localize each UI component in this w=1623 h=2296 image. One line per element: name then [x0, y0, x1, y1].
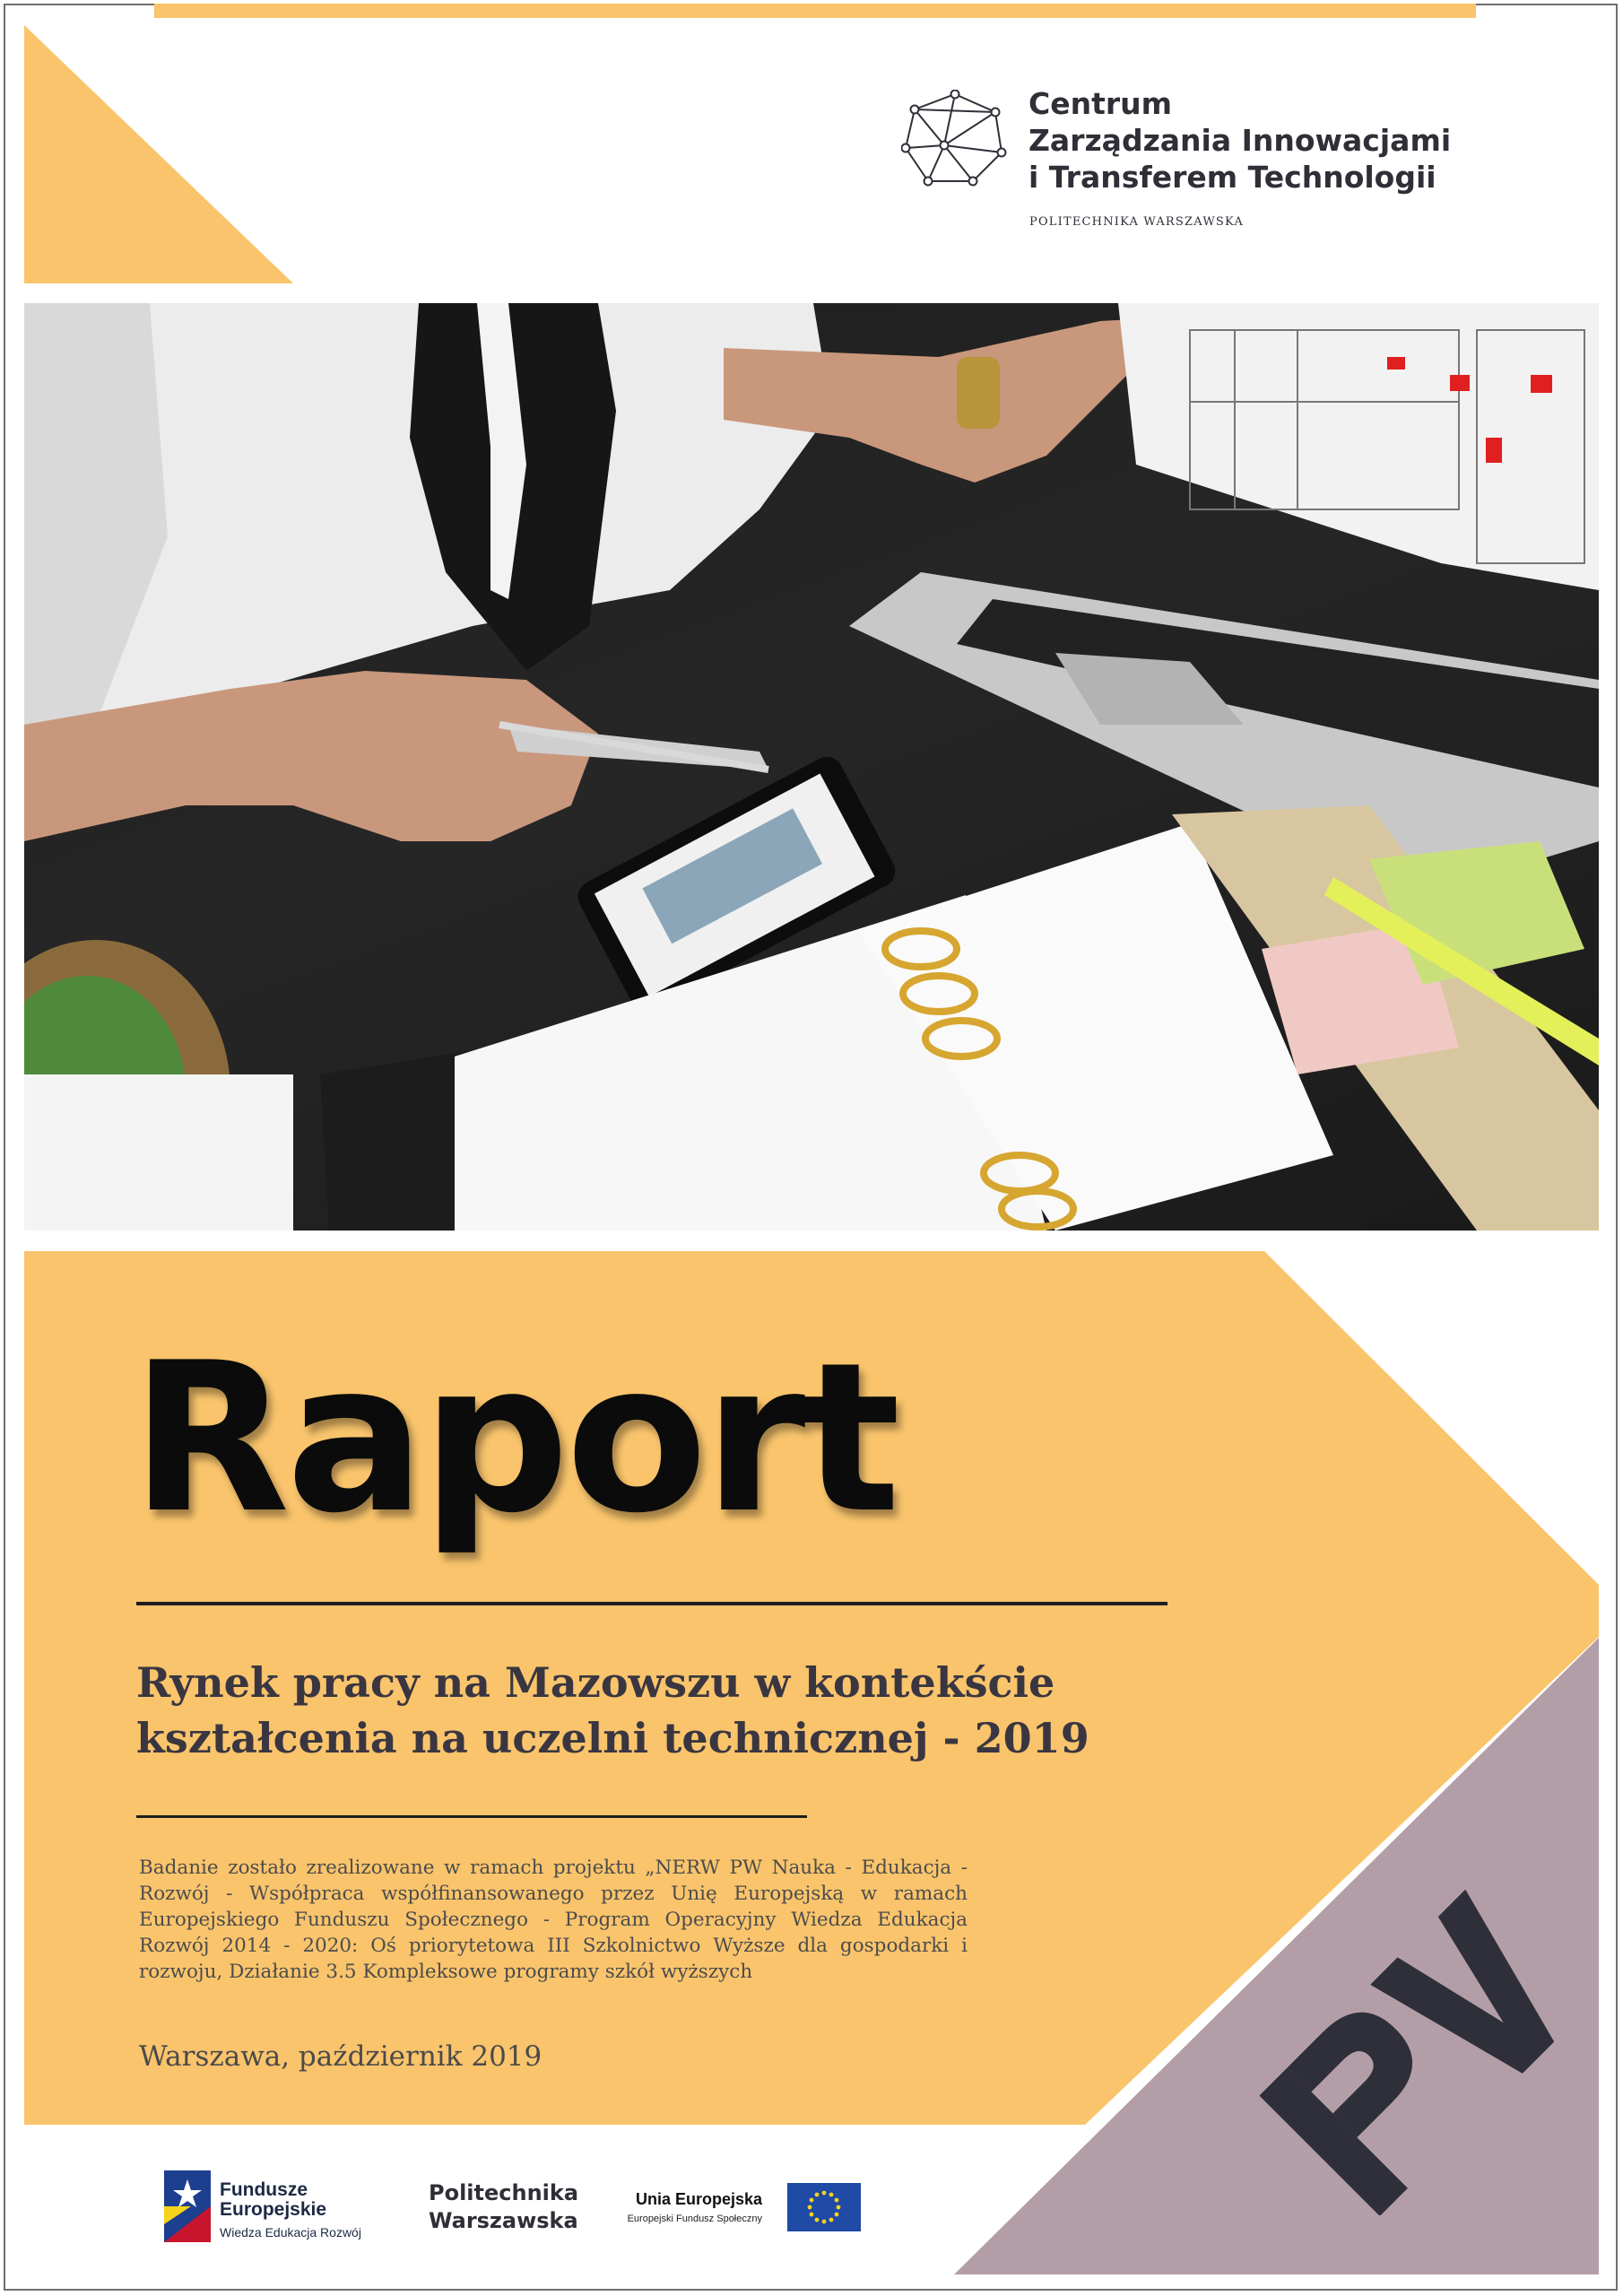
- report-title: Raport: [131, 1319, 898, 1559]
- org-logo-title: Centrum Zarządzania Innowacjami i Transferem Technologii: [1028, 86, 1452, 195]
- project-description: Badanie zostało zrealizowane w ramach projektu „NERW PW Nauka - Edukacja - Rozwój - Współpraca współfinansowanego przez Unię Europejską w ramach Europejskiego Funduszu Społecznego - Program Operacyjny Wiedza Edukacja Rozwój 2014 - 2020: Oś priorytetowa III Szkolnictwo Wyższe dla gospodarki i rozwoju, Działanie 3.5 Kompleksowe programy szkół wyższych: [139, 1857, 968, 1983]
- place-date: Warszawa, październik 2019: [139, 2040, 542, 2073]
- subtitle-divider: [136, 1815, 807, 1818]
- cziitt-logo: [901, 85, 1475, 238]
- report-subtitle: Rynek pracy na Mazowszu w kontekście kształcenia na uczelni technicznej - 2019: [136, 1658, 1089, 1762]
- fundusze-tagline: Wiedza Edukacja Rozwój: [220, 2225, 361, 2239]
- pw-monogram-icon: [1228, 1874, 1569, 2215]
- fundusze-europejskie-icon: [164, 2170, 211, 2242]
- top-accent-bar: [154, 4, 1476, 18]
- fundusze-name: Fundusze Europejskie: [220, 2179, 327, 2220]
- corner-triangle-decoration: [24, 25, 293, 283]
- network-polyhedron-icon: [901, 90, 1009, 188]
- unia-name: Unia Europejska: [635, 2190, 762, 2208]
- unia-europejska-logo: [619, 2181, 861, 2235]
- org-logo-subtitle: POLITECHNIKA WARSZAWSKA: [1029, 215, 1244, 229]
- eu-flag-icon: [787, 2183, 861, 2231]
- politechnika-logo: Politechnika Warszawska: [429, 2180, 579, 2233]
- cover-photo: [24, 303, 1599, 1231]
- fundusze-europejskie-logo: [164, 2170, 397, 2246]
- unia-fund: Europejski Fundusz Społeczny: [627, 2213, 762, 2224]
- title-divider: [136, 1602, 1167, 1605]
